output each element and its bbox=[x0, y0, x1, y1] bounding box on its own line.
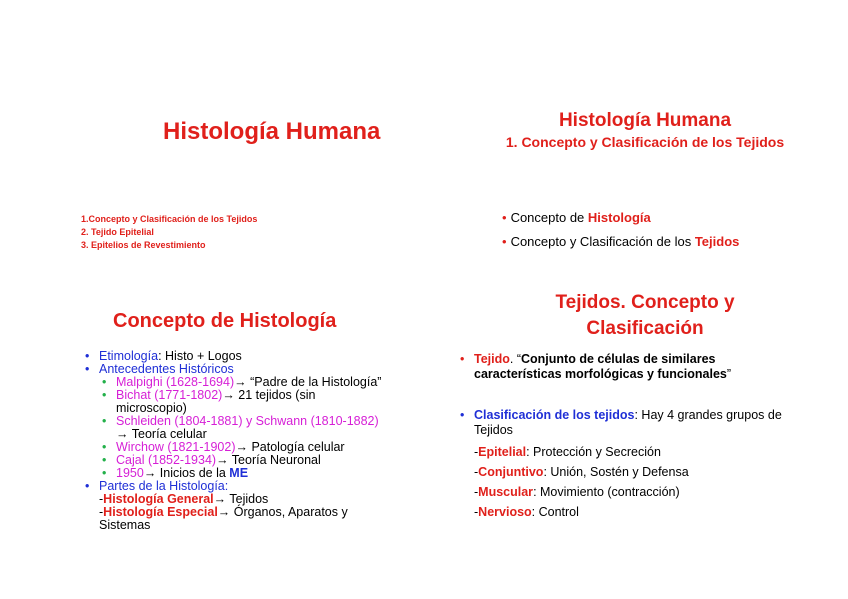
list-item: -Conjuntivo: Unión, Sostén y Defensa bbox=[474, 465, 689, 479]
list-item: • Malpighi (1628-1694)→ “Padre de la Histología” bbox=[102, 375, 382, 389]
slide3-body bbox=[85, 350, 435, 532]
bullet-icon: • bbox=[85, 362, 90, 376]
list-item: -Histología General→ Tejidos bbox=[99, 492, 269, 506]
slide4-title-line: Tejidos. Concepto y bbox=[555, 292, 735, 313]
bullet-icon: • bbox=[102, 453, 107, 467]
list-item: -Muscular: Movimiento (contracción) bbox=[474, 485, 680, 499]
bullet-icon: • bbox=[102, 440, 107, 454]
slide4-title-line: Clasificación bbox=[586, 318, 704, 339]
list-item: • Bichat (1771-1802)→ 21 tejidos (sin microscopio) bbox=[102, 388, 316, 415]
slide1-title: Histología Humana bbox=[163, 118, 381, 145]
list-item: -Epitelial: Protección y Secreción bbox=[474, 445, 661, 459]
bullet-icon: • bbox=[102, 388, 107, 402]
bullet-icon: • bbox=[502, 234, 507, 249]
slide4-body bbox=[460, 352, 790, 522]
list-item: • 1950→ Inicios de la ME bbox=[102, 466, 249, 480]
bullet-icon: • bbox=[85, 479, 90, 493]
list-item: • Etimología: Histo + Logos bbox=[85, 349, 242, 363]
bullet-icon: • bbox=[102, 466, 107, 480]
list-item: • Cajal (1852-1934)→ Teoría Neuronal bbox=[102, 453, 321, 467]
list-item: • Wirchow (1821-1902)→ Patología celular bbox=[102, 440, 345, 454]
list-item: • Antecedentes Históricos bbox=[85, 362, 234, 376]
bullet-icon: • bbox=[85, 349, 90, 363]
bullet-icon: • bbox=[102, 375, 107, 389]
bullet-icon: • bbox=[502, 210, 507, 225]
list-item: 2. Tejido Epitelial bbox=[81, 227, 154, 237]
list-item: • Concepto de Histología bbox=[502, 210, 651, 225]
list-item: Sistemas bbox=[99, 518, 151, 532]
list-item: -Histología Especial→ Órganos, Aparatos y bbox=[99, 505, 348, 519]
list-item: • Schleiden (1804-1881) y Schwann (1810-1882) → Teoría celular bbox=[102, 414, 379, 441]
slide1-topic-list bbox=[81, 213, 257, 252]
list-item: 3. Epitelios de Revestimiento bbox=[81, 240, 206, 250]
list-item: • Concepto y Clasificación de los Tejidos bbox=[502, 234, 740, 249]
list-item: • Clasificación de los tejidos: Hay 4 grandes grupos de Tejidos bbox=[460, 408, 782, 437]
list-item: • Partes de la Histología: bbox=[85, 479, 229, 493]
bullet-icon: • bbox=[102, 414, 107, 428]
slide2-bullets bbox=[502, 210, 739, 258]
list-item: 1.Concepto y Clasificación de los Tejidos bbox=[81, 214, 258, 224]
list-item: • Tejido. “Conjunto de células de similares características morfológicas y funcionales” bbox=[460, 352, 732, 381]
slide3-title: Concepto de Histología bbox=[113, 310, 337, 332]
bullet-icon: • bbox=[460, 352, 465, 366]
bullet-icon: • bbox=[460, 408, 465, 422]
slide4-title bbox=[450, 290, 840, 342]
slide2-subtitle: 1. Concepto y Clasificación de los Tejidos bbox=[505, 134, 785, 150]
slide2-title-block bbox=[450, 110, 840, 152]
list-item: -Nervioso: Control bbox=[474, 505, 579, 519]
slide2-title: Histología Humana bbox=[558, 110, 732, 131]
